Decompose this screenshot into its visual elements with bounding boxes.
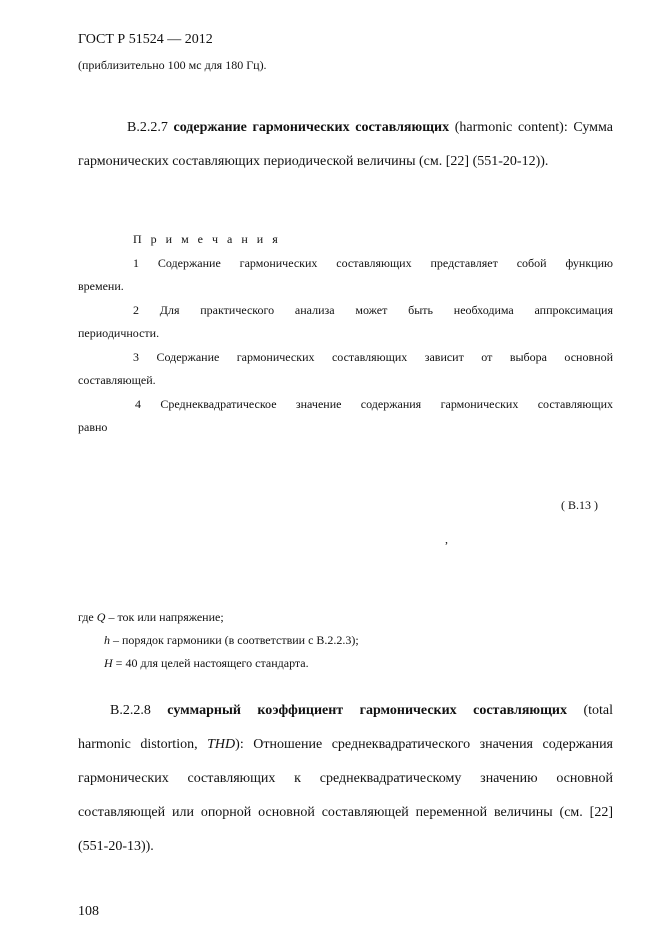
note-3-line1: 3 Содержание гармонических составляющих зависит от выбора основной (133, 350, 613, 364)
section-227-definition-start: Сумма (573, 120, 614, 135)
page-number: 108 (78, 904, 99, 919)
formula-number: ( В.13 ) (561, 498, 598, 512)
section-228-term-2: коэффициент (257, 703, 344, 718)
where-h (104, 633, 359, 648)
notes-heading: П р и м е ч а н и я (133, 232, 281, 246)
symbol-thd: THD (207, 737, 236, 752)
where-H-text: = 40 для целей настоящего стандарта. (115, 656, 309, 670)
where-q (78, 610, 224, 625)
section-227-line1 (127, 120, 613, 136)
where-q-text: – ток или напряжение; (108, 610, 224, 624)
symbol-h: h (104, 633, 110, 647)
where-H (104, 656, 309, 671)
section-228-term-4: составляющих (473, 703, 567, 718)
header-subline: (приблизительно 100 мс для 180 Гц). (78, 58, 267, 72)
symbol-H: H (104, 656, 113, 670)
formula-comma: , (445, 532, 448, 546)
section-228-paren: (total (583, 703, 613, 718)
section-227-term: содержание гармонических составляющих (173, 120, 450, 135)
section-228-english: harmonic distortion, (78, 737, 198, 752)
note-1-line2: времени. (78, 279, 124, 293)
section-228-term-1: суммарный (167, 703, 241, 718)
section-227-line2: гармонических составляющих периодической величины (см. [22] (551-20-12)). (78, 154, 549, 169)
note-2-line1: 2 Для практического анализа может быть необходима аппроксимация (133, 303, 613, 317)
note-4-line1: 4 Среднеквадратическое значение содержания гармонических составляющих (135, 397, 613, 411)
section-228-definition: ): Отношение среднеквадратического значения содержания (235, 737, 614, 752)
section-228-line3: гармонических составляющих к среднеквадратическому значению основной (78, 771, 613, 786)
where-prefix: где (78, 610, 94, 624)
section-228-term-3: гармонических (359, 703, 457, 718)
section-227-number: В.2.2.7 (127, 120, 168, 135)
section-228-line1 (110, 703, 613, 719)
section-228-line4: составляющей или опорной основной составляющей переменной величины (см. [22] (78, 805, 613, 820)
section-227-english: (harmonic content): (454, 120, 568, 135)
note-2-line2: периодичности. (78, 326, 160, 340)
section-228-line2 (78, 737, 613, 753)
note-3-line2: составляющей. (78, 373, 156, 387)
note-1-line1: 1 Содержание гармонических составляющих представляет собой функцию (133, 256, 613, 270)
where-h-text: – порядок гармоники (в соответствии с В.2.2.3); (113, 633, 359, 647)
note-4-line2: равно (78, 420, 108, 434)
symbol-q: Q (96, 610, 106, 624)
section-228-line5: (551-20-13)). (78, 839, 154, 854)
section-228-number: В.2.2.8 (110, 703, 151, 718)
document-code: ГОСТ Р 51524 — 2012 (78, 32, 213, 47)
